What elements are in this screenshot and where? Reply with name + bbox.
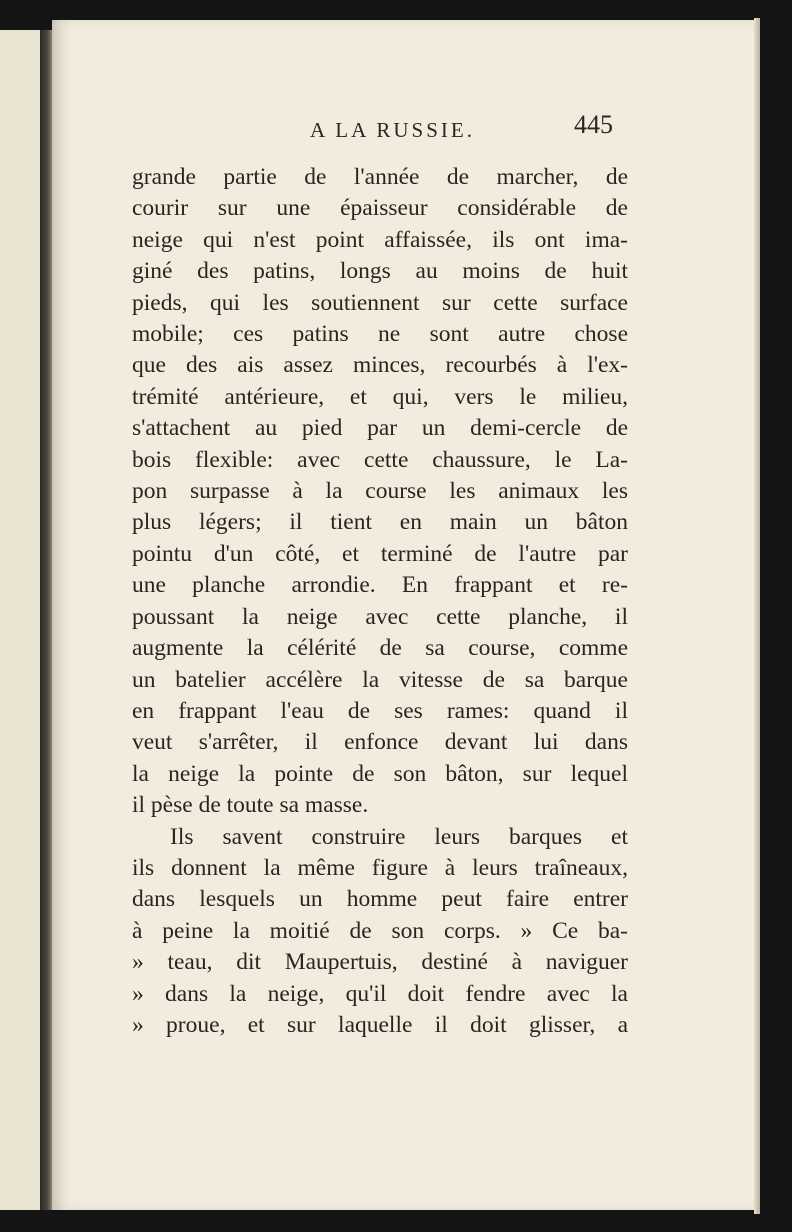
facing-page-edge bbox=[0, 30, 43, 1210]
text-line: il pèse de toute sa masse. bbox=[132, 792, 369, 819]
text-line: poussant la neige avec cette planche, il bbox=[132, 603, 628, 630]
text-line-quote: » dans la neige, qu'il doit fendre avec la bbox=[132, 980, 628, 1007]
text-line: bois flexible: avec cette chaussure, le La- bbox=[132, 446, 628, 473]
text-line: que des ais assez minces, recourbés à l'ex- bbox=[132, 352, 628, 379]
text-line-quote: » proue, et sur laquelle il doit glisser, a bbox=[132, 1011, 628, 1038]
book-page bbox=[52, 20, 754, 1210]
text-line: en frappant l'eau de ses rames: quand il bbox=[132, 697, 628, 724]
text-line-paragraph-start: Ils savent construire leurs barques et bbox=[170, 823, 628, 850]
text-line: plus légers; il tient en main un bâton bbox=[132, 509, 628, 536]
text-line: pointu d'un côté, et terminé de l'autre par bbox=[132, 540, 628, 567]
text-line: s'attachent au pied par un demi-cercle de bbox=[132, 415, 628, 442]
text-line: augmente la célérité de sa course, comme bbox=[132, 635, 628, 662]
book-gutter bbox=[40, 30, 52, 1210]
text-line: ils donnent la même figure à leurs traîneaux, bbox=[132, 854, 628, 881]
text-line: une planche arrondie. En frappant et re- bbox=[132, 572, 628, 599]
page-fore-edge bbox=[754, 18, 760, 1214]
text-line: à peine la moitié de son corps. » Ce ba- bbox=[132, 917, 628, 944]
text-line: pon surpasse à la course les animaux les bbox=[132, 478, 628, 505]
text-line: neige qui n'est point affaissée, ils ont ima- bbox=[132, 226, 628, 253]
text-line: courir sur une épaisseur considérable de bbox=[132, 195, 628, 222]
text-line: grande partie de l'année de marcher, de bbox=[132, 164, 628, 190]
text-line: un batelier accélère la vitesse de sa barque bbox=[132, 666, 628, 693]
text-line: la neige la pointe de son bâton, sur lequel bbox=[132, 760, 628, 787]
page-number: 445 bbox=[574, 110, 613, 139]
text-line-quote: » teau, dit Maupertuis, destiné à naviguer bbox=[132, 949, 628, 976]
text-line: giné des patins, longs au moins de huit bbox=[132, 258, 628, 285]
text-line: trémité antérieure, et qui, vers le milieu, bbox=[132, 383, 628, 410]
running-head-title: A LA RUSSIE. bbox=[310, 118, 475, 142]
text-line: dans lesquels un homme peut faire entrer bbox=[132, 886, 628, 913]
text-line: veut s'arrêter, il enfonce devant lui dans bbox=[132, 729, 628, 756]
text-line: pieds, qui les soutiennent sur cette surface bbox=[132, 289, 628, 316]
text-line: mobile; ces patins ne sont autre chose bbox=[132, 321, 628, 348]
running-head bbox=[52, 108, 754, 148]
body-text bbox=[132, 162, 628, 1041]
